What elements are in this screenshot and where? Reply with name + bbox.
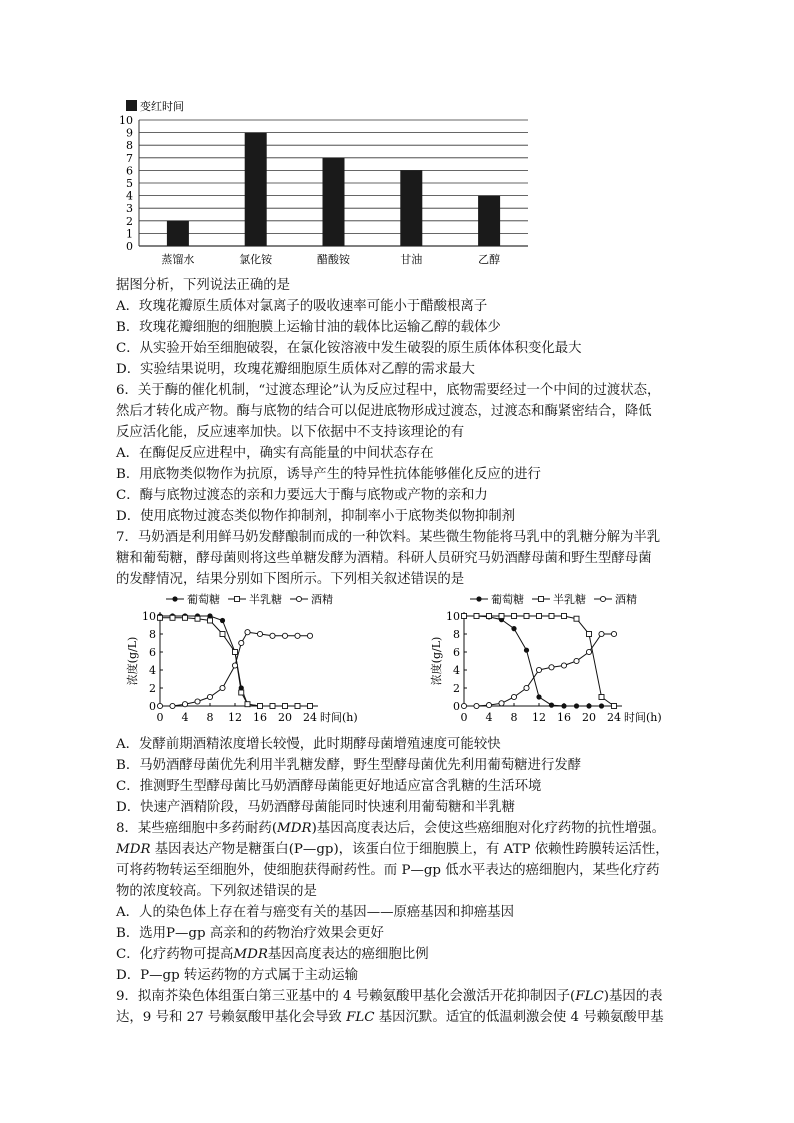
point-glucose (561, 703, 566, 708)
point-alcohol (611, 631, 616, 636)
legend-label: 酒精 (615, 593, 637, 606)
q7-option-d: D．快速产酒精阶段，马奶酒酵母菌能同时快速利用葡萄糖和半乳糖 (116, 800, 516, 815)
point-alcohol (486, 703, 491, 708)
x-category-label: 甘油 (400, 253, 423, 266)
point-alcohol (220, 685, 225, 690)
q8-stem-line1: 8．某些癌细胞中多药耐药(MDR)基因高度表达后，会使这些癌细胞对化疗药物的抗性增强。 (116, 821, 665, 836)
point-alcohol (257, 631, 262, 636)
legend (470, 592, 637, 606)
point-galactose (235, 597, 240, 602)
q6-stem-line1: 6．关于酶的催化机制，“过渡态理论”认为反应过程中，底物需要经过一个中间的过渡状态， (116, 383, 661, 398)
line-chart-wild-yeast (416, 588, 662, 738)
y-tick-label: 6 (126, 164, 133, 178)
point-glucose (574, 703, 579, 708)
point-galactose (239, 690, 244, 695)
legend-label: 葡萄糖 (187, 593, 220, 606)
x-tick-label: 20 (582, 711, 596, 724)
point-galactose (158, 615, 163, 620)
point-galactose (195, 616, 200, 621)
series-line-1 (464, 616, 614, 706)
legend-label: 葡萄糖 (491, 593, 524, 606)
legend (166, 592, 333, 606)
x-category-label: 醋酸铵 (317, 253, 350, 266)
x-tick-label: 12 (532, 711, 546, 724)
series-line-2 (160, 618, 310, 706)
point-galactose (574, 616, 579, 621)
point-alcohol (599, 631, 604, 636)
point-alcohol (474, 703, 479, 708)
point-glucose (599, 703, 604, 708)
q5-option-b: B．玫瑰花瓣细胞的细胞膜上运输甘油的载体比运输乙醇的载体少 (116, 320, 501, 335)
q7-option-a: A．发酵前期酒精浓度增长较慢，此时期酵母菌增殖速度可能较快 (116, 737, 501, 752)
y-tick-label: 4 (126, 189, 133, 203)
q9-stem-line1: 9．拟南芥染色体组蛋白第三亚基中的 4 号赖氨酸甲基化会激活开花抑制因子(FLC)基因的表 (116, 989, 663, 1004)
point-galactose (183, 615, 188, 620)
point-glucose (172, 596, 177, 601)
point-alcohol (296, 596, 301, 601)
bar (400, 170, 422, 246)
point-galactose (270, 704, 275, 709)
series-line-2 (464, 616, 614, 706)
y-tick-label: 10 (119, 114, 133, 127)
x-tick-label: 4 (181, 711, 189, 724)
y-tick-label: 10 (142, 610, 156, 623)
point-alcohol (195, 699, 200, 704)
q7-option-c: C．推测野生型酵母菌比马奶酒酵母菌能更好地适应富含乳糖的生活环境 (116, 779, 542, 794)
point-alcohol (600, 596, 605, 601)
point-galactose (170, 615, 175, 620)
y-tick-label: 0 (453, 700, 460, 713)
q8-stem-line4: 物的浓度较高。下列叙述错误的是 (116, 884, 317, 899)
y-tick-label: 8 (453, 628, 460, 641)
y-tick-label: 3 (126, 202, 133, 216)
y-axis-label: 浓度(g/L) (430, 636, 443, 686)
point-alcohol (157, 703, 162, 708)
point-alcohol (536, 667, 541, 672)
y-tick-label: 7 (126, 151, 133, 165)
x-category-label: 氯化铵 (239, 253, 273, 266)
q8-option-d: D．P—gp 转运药物的方式属于主动运输 (116, 968, 359, 983)
point-glucose (586, 703, 591, 708)
point-glucose (536, 694, 541, 699)
q6-stem-line2: 然后才转化成产物。酶与底物的结合可以促进底物形成过渡态，过渡态和酶紧密结合，降低 (116, 404, 652, 419)
y-tick-label: 2 (126, 214, 133, 228)
line-chart-maikiu-yeast (112, 588, 358, 738)
x-tick-label: 16 (557, 711, 571, 724)
point-glucose (476, 596, 481, 601)
point-glucose (524, 648, 529, 653)
q8-stem-line2: MDR 基因表达产物是糖蛋白(P—gp)，该蛋白位于细胞膜上，有 ATP 依赖性跨膜转运活性， (116, 842, 669, 857)
x-tick-label: 8 (206, 711, 214, 724)
y-tick-label: 4 (453, 664, 460, 677)
point-galactose (233, 650, 238, 655)
q6-stem-line3: 反应活化能，反应速率加快。以下依据中不支持该理论的有 (116, 425, 465, 440)
q8-option-c: C．化疗药物可提高MDR基因高度表达的癌细胞比例 (116, 947, 429, 962)
point-alcohol (170, 703, 175, 708)
point-alcohol (245, 630, 250, 635)
legend-label: 半乳糖 (249, 593, 282, 606)
point-galactose (308, 704, 313, 709)
q5-stem: 据图分析，下列说法正确的是 (116, 278, 291, 293)
point-galactose (562, 614, 567, 619)
series-line-1 (160, 616, 310, 706)
point-alcohol (549, 665, 554, 670)
point-glucose (549, 703, 554, 708)
point-galactose (295, 704, 300, 709)
point-alcohol (239, 640, 244, 645)
point-galactose (612, 704, 617, 709)
point-alcohol (282, 633, 287, 638)
q5-option-c: C．从实验开始至细胞破裂，在氯化铵溶液中发生破裂的原生质体体积变化最大 (116, 341, 582, 356)
q7-stem-line1: 7．马奶酒是利用鲜马奶发酵酿制而成的一种饮料。某些微生物能将马乳中的乳糖分解为半乳 (116, 530, 661, 545)
point-alcohol (461, 703, 466, 708)
y-tick-label: 0 (149, 700, 156, 713)
point-galactose (462, 614, 467, 619)
legend-label: 变红时间 (140, 100, 184, 113)
q5-option-d: D．实验结果说明，玫瑰花瓣细胞原生质体对乙醇的需求最大 (116, 362, 475, 377)
bar (478, 196, 500, 246)
q8-option-b: B．选用P—gp 高亲和的药物治疗效果会更好 (116, 926, 384, 941)
q7-stem-line3: 的发酵情况，结果分别如下图所示。下列相关叙述错误的是 (116, 572, 465, 587)
q7-stem-line2: 糖和葡萄糖，酵母菌则将这些单糖发酵为酒精。科研人员研究马奶酒酵母菌和野生型酵母菌 (116, 551, 652, 566)
x-axis-label: 时间(h) (320, 711, 358, 724)
point-glucose (220, 618, 225, 623)
legend-swatch (126, 100, 137, 111)
point-alcohol (270, 633, 275, 638)
y-tick-label: 5 (126, 177, 133, 190)
x-tick-label: 16 (253, 711, 267, 724)
point-galactose (549, 614, 554, 619)
point-alcohol (586, 649, 591, 654)
x-tick-label: 8 (510, 711, 518, 724)
x-tick-label: 24 (303, 711, 317, 724)
point-galactose (537, 614, 542, 619)
point-galactose (587, 632, 592, 637)
bar (245, 133, 267, 246)
point-alcohol (574, 658, 579, 663)
x-tick-label: 12 (228, 711, 242, 724)
point-glucose (511, 626, 516, 631)
legend-label: 半乳糖 (553, 593, 586, 606)
point-alcohol (207, 694, 212, 699)
q6-option-b: B．用底物类似物作为抗原，诱导产生的特异性抗体能够催化反应的进行 (116, 467, 541, 482)
y-tick-label: 8 (149, 628, 156, 641)
bar (167, 221, 189, 246)
point-galactose (208, 618, 213, 623)
x-tick-label: 24 (607, 711, 621, 724)
point-alcohol (499, 701, 504, 706)
x-category-label: 蒸馏水 (161, 253, 195, 266)
x-tick-label: 20 (278, 711, 292, 724)
q6-option-c: C．酶与底物过渡态的亲和力要远大于酶与底物或产物的亲和力 (116, 488, 488, 503)
y-tick-label: 2 (149, 682, 156, 695)
point-alcohol (524, 685, 529, 690)
point-alcohol (561, 663, 566, 668)
x-tick-label: 0 (156, 711, 164, 724)
point-galactose (599, 695, 604, 700)
y-tick-label: 10 (446, 610, 460, 623)
point-galactose (499, 614, 504, 619)
point-galactose (258, 704, 263, 709)
x-category-label: 乙醇 (478, 253, 501, 266)
point-galactose (539, 597, 544, 602)
point-galactose (524, 614, 529, 619)
y-tick-label: 2 (453, 682, 460, 695)
point-galactose (220, 632, 225, 637)
point-alcohol (307, 633, 312, 638)
point-alcohol (182, 702, 187, 707)
q7-option-b: B．马奶酒酵母菌优先利用半乳糖发酵，野生型酵母菌优先利用葡萄糖进行发酵 (116, 758, 582, 773)
x-axis-label: 时间(h) (624, 711, 662, 724)
q8-stem-line3: 可将药物转运至细胞外，使细胞获得耐药性。而 P—gp 低水平表达的癌细胞内，某些化疗药 (116, 863, 660, 878)
q8-option-a: A．人的染色体上存在着与癌变有关的基因——原癌基因和抑癌基因 (116, 905, 514, 920)
y-tick-label: 6 (453, 646, 460, 659)
q5-option-a: A．玫瑰花瓣原生质体对氯离子的吸收速率可能小于醋酸根离子 (116, 299, 488, 314)
q9-stem-line2: 达，9 号和 27 号赖氨酸甲基化会导致 FLC 基因沉默。适宜的低温刺激会使 4 号赖氨酸甲基 (116, 1010, 664, 1025)
y-tick-label: 0 (126, 240, 133, 253)
point-galactose (487, 614, 492, 619)
y-axis-label: 浓度(g/L) (126, 636, 139, 686)
y-tick-label: 6 (149, 646, 156, 659)
x-tick-label: 0 (460, 711, 468, 724)
point-galactose (245, 702, 250, 707)
point-galactose (474, 614, 479, 619)
point-alcohol (511, 694, 516, 699)
point-galactose (283, 704, 288, 709)
point-galactose (512, 614, 517, 619)
point-alcohol (295, 633, 300, 638)
legend-label: 酒精 (311, 593, 333, 606)
y-tick-label: 4 (149, 664, 156, 677)
q6-option-a: A．在酶促反应进程中，确实有高能量的中间状态存在 (116, 446, 434, 461)
point-alcohol (232, 663, 237, 668)
y-tick-label: 8 (126, 139, 133, 153)
x-tick-label: 4 (485, 711, 493, 724)
series-line-3 (160, 632, 310, 706)
q6-option-d: D．使用底物过渡态类似物作抑制剂，抑制率小于底物类似物抑制剂 (116, 509, 516, 524)
y-tick-label: 1 (126, 227, 133, 241)
bar-chart (112, 96, 532, 268)
bar (323, 158, 345, 246)
y-tick-label: 9 (126, 126, 133, 140)
